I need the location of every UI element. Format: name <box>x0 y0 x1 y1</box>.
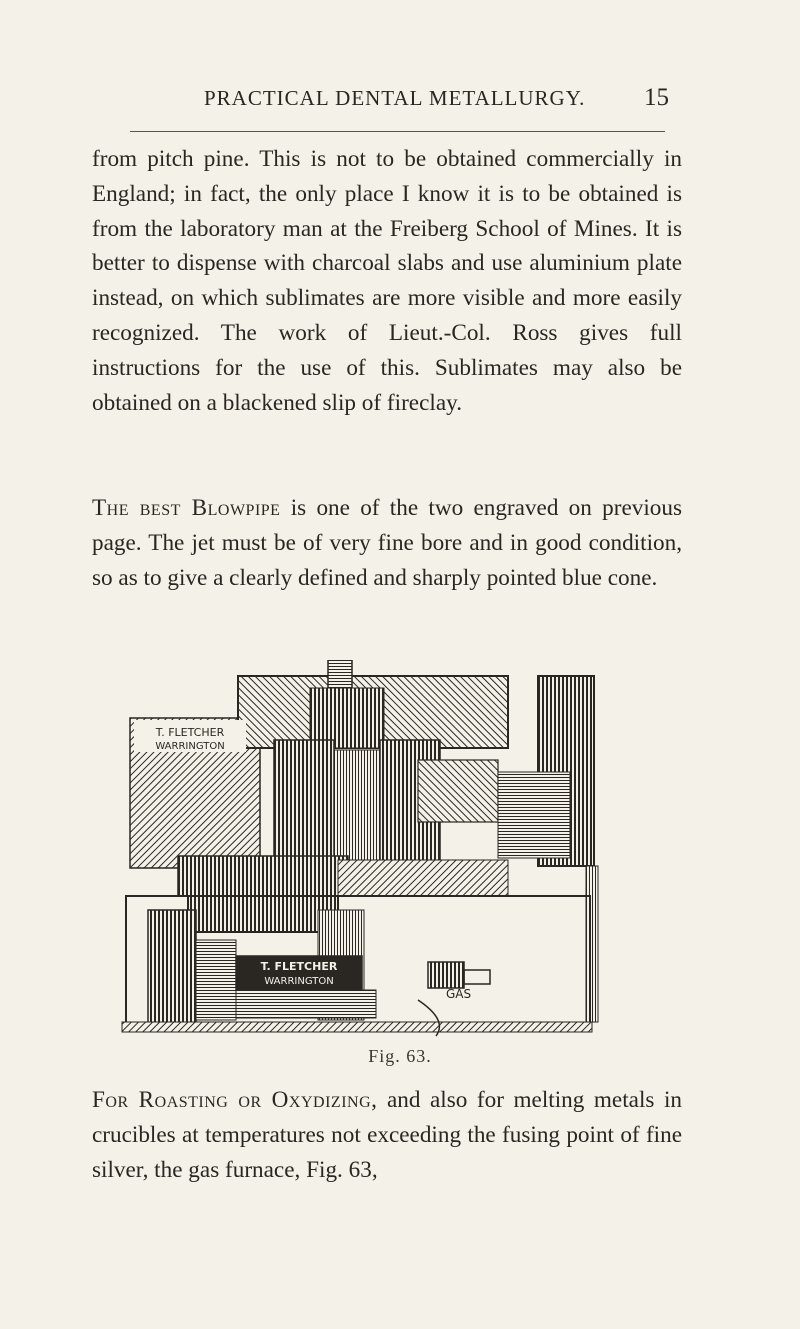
maker-plate <box>134 720 246 752</box>
paragraph-3-text: and also for melting metals in crucibles at temperatures not exceeding the fusing point of fine silver, the gas furnace, Fig. 63, <box>92 1087 683 1183</box>
paragraph-3-lead: For Roasting or Oxydizing, <box>92 1087 378 1113</box>
right-column <box>498 676 598 1022</box>
maker-label-line1: T. FLETCHER <box>155 726 225 739</box>
page-number: 15 <box>644 84 669 111</box>
running-head: PRACTICAL DENTAL METALLURGY. <box>204 86 586 110</box>
gas-label: GAS <box>446 987 472 1001</box>
header-rule <box>130 131 665 132</box>
paragraph-3 <box>92 1083 682 1187</box>
front-nameplate <box>236 956 376 1018</box>
paragraph-2-lead: The best Blowpipe <box>92 495 281 521</box>
plate-label-line1: T. FLETCHER <box>260 960 338 973</box>
figure-caption: Fig. 63. <box>368 1046 432 1066</box>
gas-furnace-engraving <box>118 660 640 1040</box>
maker-label-line2: WARRINGTON <box>155 741 225 752</box>
paragraph-2 <box>92 491 682 595</box>
plate-label-line2: WARRINGTON <box>264 976 334 987</box>
paragraph-2-text: is one of the two engraved on previous page. The jet must be of very fine bore and in good condition, so as to give a clearly defined and sharply pointed blue cone. <box>92 495 682 591</box>
paragraph-1: from pitch pine. This is not to be obtained commercially in England; in fact, the only place I know it is to be obtained is from the laboratory man at the Freiberg School of Mines. It is better to dispense with charcoal slabs and use aluminium plate instead, on which sublimates are more visible and more easily recognized. The work of Lieut.-Col. Ross gives full instructions for the use of this. Sublimates may also be obtained on a blackened slip of fireclay. <box>92 146 682 416</box>
furnace-lid <box>238 660 508 748</box>
